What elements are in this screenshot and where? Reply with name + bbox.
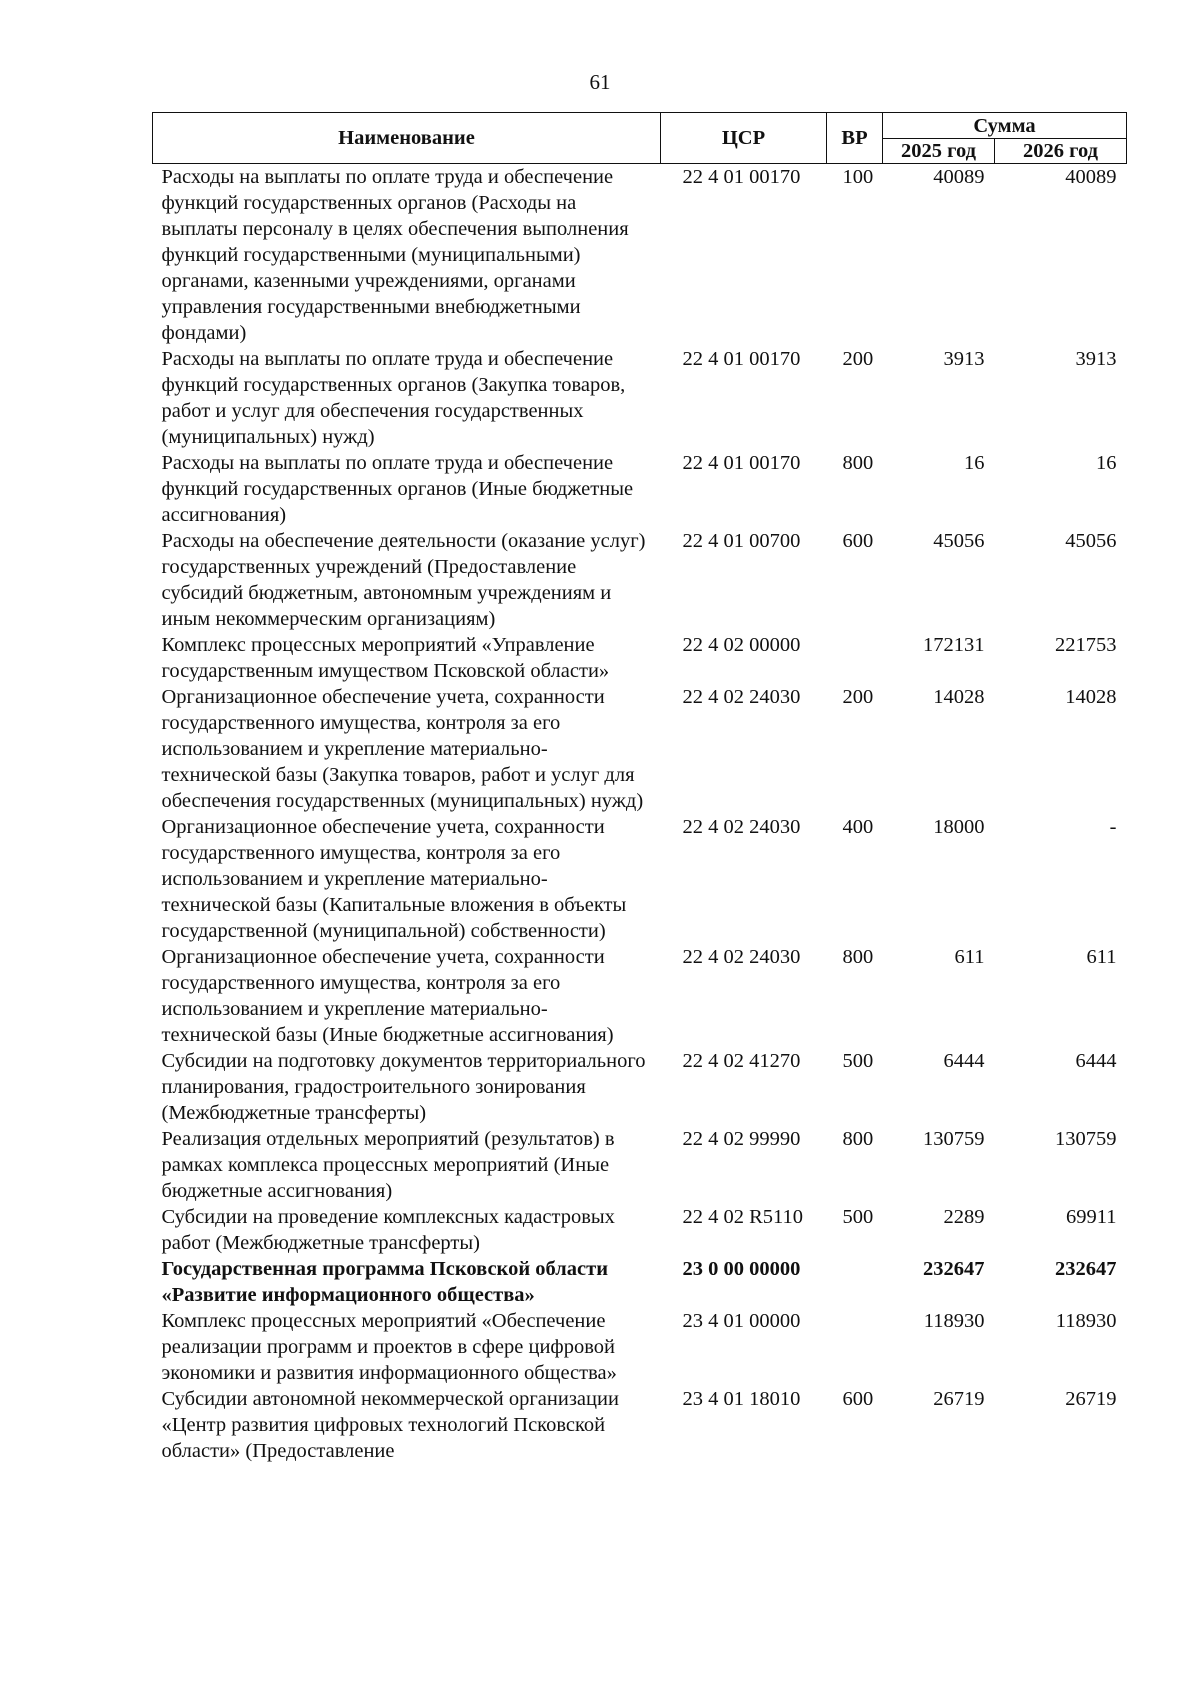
table-row — [153, 944, 1127, 1048]
cell-csr: 22 4 02 00000 — [682, 634, 801, 656]
cell-name: Субсидии на проведение комплексных кадастровых работ (Межбюджетные трансферты) — [161, 1206, 615, 1254]
table-row — [153, 346, 1127, 450]
cell-2026: 221753 — [1055, 634, 1117, 656]
cell-name: Расходы на выплаты по оплате труда и обеспечение функций государственных органов (Расходы на выплаты персоналу в целях обеспечения выполнения функций государственными (муниципальными) органами, казенными учреждениями, органами управления государственными внебюджетными фондами) — [161, 166, 629, 344]
cell-2026: 232647 — [1055, 1258, 1117, 1280]
cell-vr: 400 — [842, 816, 874, 838]
page-number: 61 — [589, 70, 611, 94]
table-row — [153, 528, 1127, 632]
cell-csr: 22 4 02 24030 — [682, 946, 801, 968]
cell-name: Расходы на обеспечение деятельности (оказание услуг) государственных учреждений (Предоставление субсидий бюджетным, автономным учреждениям и иным некоммерческим организациям) — [161, 530, 646, 630]
cell-name: Государственная программа Псковской области «Развитие информационного общества» — [161, 1258, 609, 1306]
cell-2025: 45056 — [933, 530, 985, 552]
cell-vr: 600 — [842, 1388, 874, 1410]
cell-name: Организационное обеспечение учета, сохранности государственного имущества, контроля за его использованием и укрепление материально-технической базы (Иные бюджетные ассигнования) — [161, 946, 614, 1046]
cell-2025: 232647 — [923, 1258, 985, 1280]
cell-2025: 130759 — [923, 1128, 985, 1150]
cell-2025: 118930 — [923, 1310, 985, 1332]
cell-csr: 23 4 01 18010 — [682, 1388, 801, 1410]
cell-name: Организационное обеспечение учета, сохранности государственного имущества, контроля за его использованием и укрепление материально-технической базы (Капитальные вложения в объекты государственной (муниципальной) собственности) — [161, 816, 627, 942]
cell-vr: 800 — [842, 946, 874, 968]
header-vr: ВР — [827, 113, 883, 164]
cell-2026: 118930 — [1055, 1310, 1117, 1332]
cell-csr: 22 4 02 24030 — [682, 686, 801, 708]
table-row — [153, 1204, 1127, 1256]
cell-csr: 23 4 01 00000 — [682, 1310, 801, 1332]
cell-2026: 6444 — [1075, 1050, 1117, 1072]
cell-2026: 611 — [1086, 946, 1117, 968]
cell-name: Субсидии на подготовку документов территориального планирования, градостроительного зонирования (Межбюджетные трансферты) — [161, 1050, 646, 1124]
cell-vr — [827, 1308, 883, 1386]
cell-vr: 800 — [842, 1128, 874, 1150]
cell-name: Субсидии автономной некоммерческой организации «Центр развития цифровых технологий Псковской области» (Предоставление — [161, 1388, 619, 1462]
cell-2025: 2289 — [943, 1206, 985, 1228]
header-name: Наименование — [153, 113, 661, 164]
cell-vr: 800 — [842, 452, 874, 474]
cell-vr: 200 — [842, 686, 874, 708]
table-row — [153, 632, 1127, 684]
table-row — [153, 450, 1127, 528]
cell-2025: 3913 — [943, 348, 985, 370]
table-row — [153, 1126, 1127, 1204]
cell-csr: 22 4 02 24030 — [682, 816, 801, 838]
cell-csr: 22 4 02 41270 — [682, 1050, 801, 1072]
header-year-2025: 2025 год — [883, 139, 995, 164]
cell-2026: 26719 — [1065, 1388, 1117, 1410]
cell-name: Комплекс процессных мероприятий «Управление государственным имуществом Псковской области» — [161, 634, 610, 682]
cell-2025: 172131 — [923, 634, 985, 656]
cell-2026: 3913 — [1075, 348, 1117, 370]
cell-2026: 16 — [1096, 452, 1117, 474]
table-row — [153, 684, 1127, 814]
cell-name: Реализация отдельных мероприятий (результатов) в рамках комплекса процессных мероприятий (Иные бюджетные ассигнования) — [161, 1128, 615, 1202]
table-row — [153, 1048, 1127, 1126]
cell-2026: - — [1109, 816, 1117, 838]
cell-2025: 40089 — [933, 166, 985, 188]
cell-vr: 500 — [842, 1050, 874, 1072]
header-sum: Сумма — [883, 113, 1127, 139]
budget-table — [152, 112, 1127, 1464]
table-row — [153, 814, 1127, 944]
table-row — [153, 1308, 1127, 1386]
cell-vr: 100 — [842, 166, 874, 188]
cell-name: Комплекс процессных мероприятий «Обеспечение реализации программ и проектов в сфере цифровой экономики и развития информационного общества» — [161, 1310, 617, 1384]
cell-csr: 22 4 01 00170 — [682, 348, 801, 370]
cell-csr: 22 4 02 R5110 — [682, 1206, 804, 1228]
table-row — [153, 164, 1127, 347]
cell-name: Расходы на выплаты по оплате труда и обеспечение функций государственных органов (Закупка товаров, работ и услуг для обеспечения государственных (муниципальных) нужд) — [161, 348, 626, 448]
cell-2026: 14028 — [1065, 686, 1117, 708]
table-body — [153, 164, 1127, 1465]
cell-name: Расходы на выплаты по оплате труда и обеспечение функций государственных органов (Иные бюджетные ассигнования) — [161, 452, 634, 526]
cell-2025: 16 — [964, 452, 985, 474]
header-csr: ЦСР — [661, 113, 827, 164]
cell-vr: 200 — [842, 348, 874, 370]
cell-vr — [827, 632, 883, 684]
cell-vr: 600 — [842, 530, 874, 552]
cell-2025: 6444 — [943, 1050, 985, 1072]
cell-vr — [827, 1256, 883, 1308]
table-row — [153, 1256, 1127, 1308]
cell-2026: 45056 — [1065, 530, 1117, 552]
cell-csr: 22 4 02 99990 — [682, 1128, 801, 1150]
cell-name: Организационное обеспечение учета, сохранности государственного имущества, контроля за его использованием и укрепление материально-технической базы (Закупка товаров, работ и услуг для обеспечения государственных (муниципальных) нужд) — [161, 686, 644, 812]
cell-2025: 611 — [954, 946, 985, 968]
cell-2026: 130759 — [1055, 1128, 1117, 1150]
table-header — [153, 113, 1127, 164]
cell-2026: 69911 — [1066, 1206, 1117, 1228]
cell-2025: 26719 — [933, 1388, 985, 1410]
cell-2025: 14028 — [933, 686, 985, 708]
cell-2026: 40089 — [1065, 166, 1117, 188]
cell-vr: 500 — [842, 1206, 874, 1228]
table-row — [153, 1386, 1127, 1464]
cell-csr: 23 0 00 00000 — [682, 1258, 801, 1280]
cell-2025: 18000 — [933, 816, 985, 838]
cell-csr: 22 4 01 00700 — [682, 530, 801, 552]
header-year-2026: 2026 год — [995, 139, 1127, 164]
cell-csr: 22 4 01 00170 — [682, 166, 801, 188]
cell-csr: 22 4 01 00170 — [682, 452, 801, 474]
